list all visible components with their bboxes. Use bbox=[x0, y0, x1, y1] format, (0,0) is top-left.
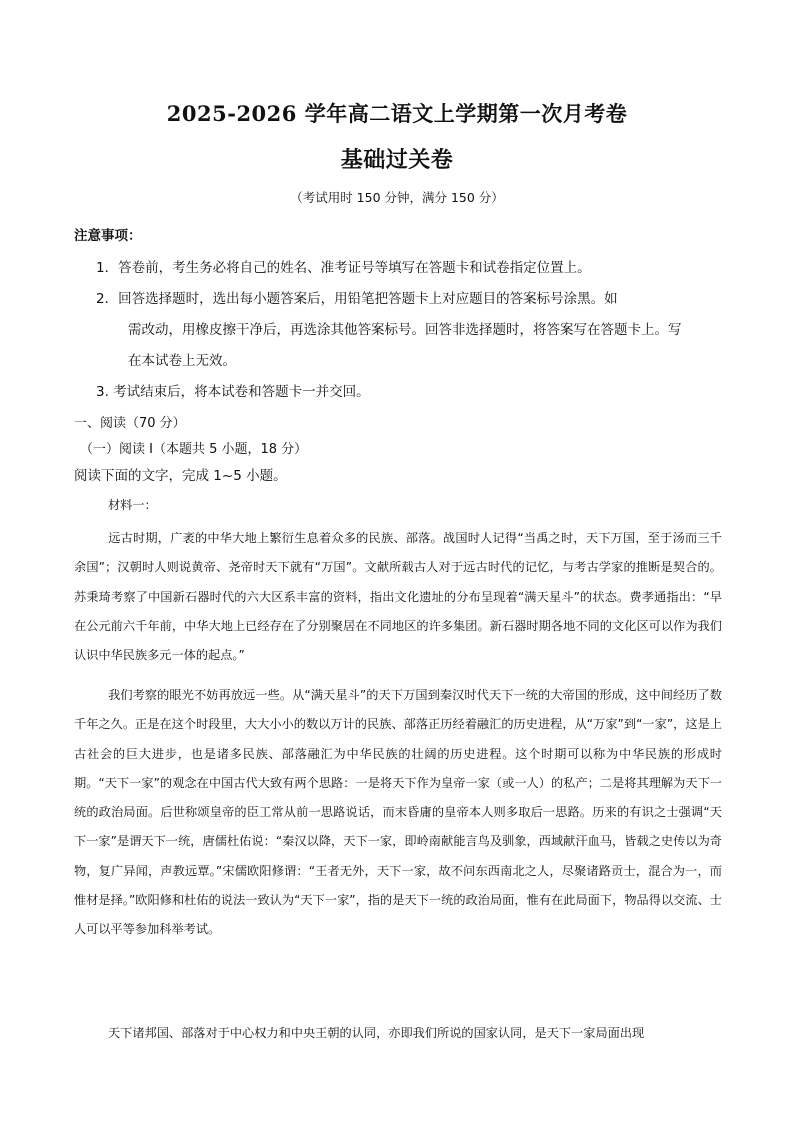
notice-heading: 注意事项： bbox=[74, 228, 142, 244]
paragraph-1-text: 远古时期，广袤的中华大地上繁衍生息着众多的民族、部落。战国时人记得“当禹之时，天下万国，至于汤而三千余国”；汉朝时人则说黄帝、尧帝时天下就有“万国”。文献所载古人对于远古时代的记忆，与考古学家的推断是契合的。苏秉琦考察了中国新石器时代的六大区系丰富的资料，指出文化遗址的分布呈现着“满天星斗”的状态。费孝通指出：“早在公元前六千年前，中华大地上已经存在了分别聚居在不同地区的许多集团。新石器时期各地不同的文化区可以作为我们认识中华民族多元一体的起点。” bbox=[74, 531, 722, 663]
material-label: 材料一： bbox=[108, 498, 157, 512]
notice-item-2-line-1: 2．回答选择题时，选出每小题答案后，用铅笔把答题卡上对应题目的答案标号涂黑。如 bbox=[96, 291, 618, 307]
notice-item-2-line-2: 需改动，用橡皮擦干净后，再选涂其他答案标号。回答非选择题时，将答案写在答题卡上。写 bbox=[128, 322, 682, 338]
notice-item-3: 3. 考试结束后，将本试卷和答题卡一并交回。 bbox=[96, 384, 370, 400]
exam-info: （考试用时 150 分钟，满分 150 分） bbox=[290, 190, 504, 205]
reading-instruction: 阅读下面的文字，完成 1~5 小题。 bbox=[74, 468, 287, 484]
exam-title: 2025-2026 学年高二语文上学期第一次月考卷 bbox=[166, 101, 628, 126]
section-heading: 一、阅读（70 分） bbox=[74, 416, 186, 431]
notice-item-1: 1．答卷前，考生务必将自己的姓名、准考证号等填写在答题卡和试卷指定位置上。 bbox=[96, 260, 591, 276]
paragraph-2 bbox=[74, 681, 722, 945]
exam-subtitle: 基础过关卷 bbox=[340, 147, 454, 173]
subsection-heading: （一）阅读 I（本题共 5 小题，18 分） bbox=[80, 442, 308, 457]
paragraph-3 bbox=[74, 1019, 722, 1048]
paragraph-3-text: 天下诸邦国、部落对于中心权力和中央王朝的认同，亦即我们所说的国家认同，是天下一家局面出现 bbox=[108, 1026, 645, 1040]
paragraph-2-text: 我们考察的眼光不妨再放远一些。从“满天星斗”的天下万国到秦汉时代天下一统的大帝国的形成，这中间经历了数千年之久。正是在这个时段里，大大小小的数以万计的民族、部落正历经着融汇的历史进程，从“万家”到“一家”，这是上古社会的巨大进步，也是诸多民族、部落融汇为中华民族的壮阔的历史进程。这个时期可以称为中华民族的形成时期。“天下一家”的观念在中国古代大致有两个思路：一是将天下作为皇帝一家（或一人）的私产；二是将其理解为天下一统的政治局面。后世称颂皇帝的臣工常从前一思路说话，而末昏庸的皇帝本人则多取后一思路。历来的有识之士强调“天下一家”是谓天下一统，唐儒杜佑说：“秦汉以降，天下一家，即岭南献能言鸟及驯象，西域献汗血马，皆载之史传以为奇物，复广异闻，声教远覃。”宋儒欧阳修谓：“王者无外，天下一家，故不问东西南北之人，尽聚诸路贡士，混合为一，而惟材是择。”欧阳修和杜佑的说法一致认为“天下一家”，指的是天下一统的政治局面，惟有在此局面下，物品得以交流、士人可以平等参加科举考试。 bbox=[74, 688, 722, 937]
paragraph-1 bbox=[74, 524, 722, 670]
notice-item-2-line-3: 在本试卷上无效。 bbox=[128, 353, 236, 369]
